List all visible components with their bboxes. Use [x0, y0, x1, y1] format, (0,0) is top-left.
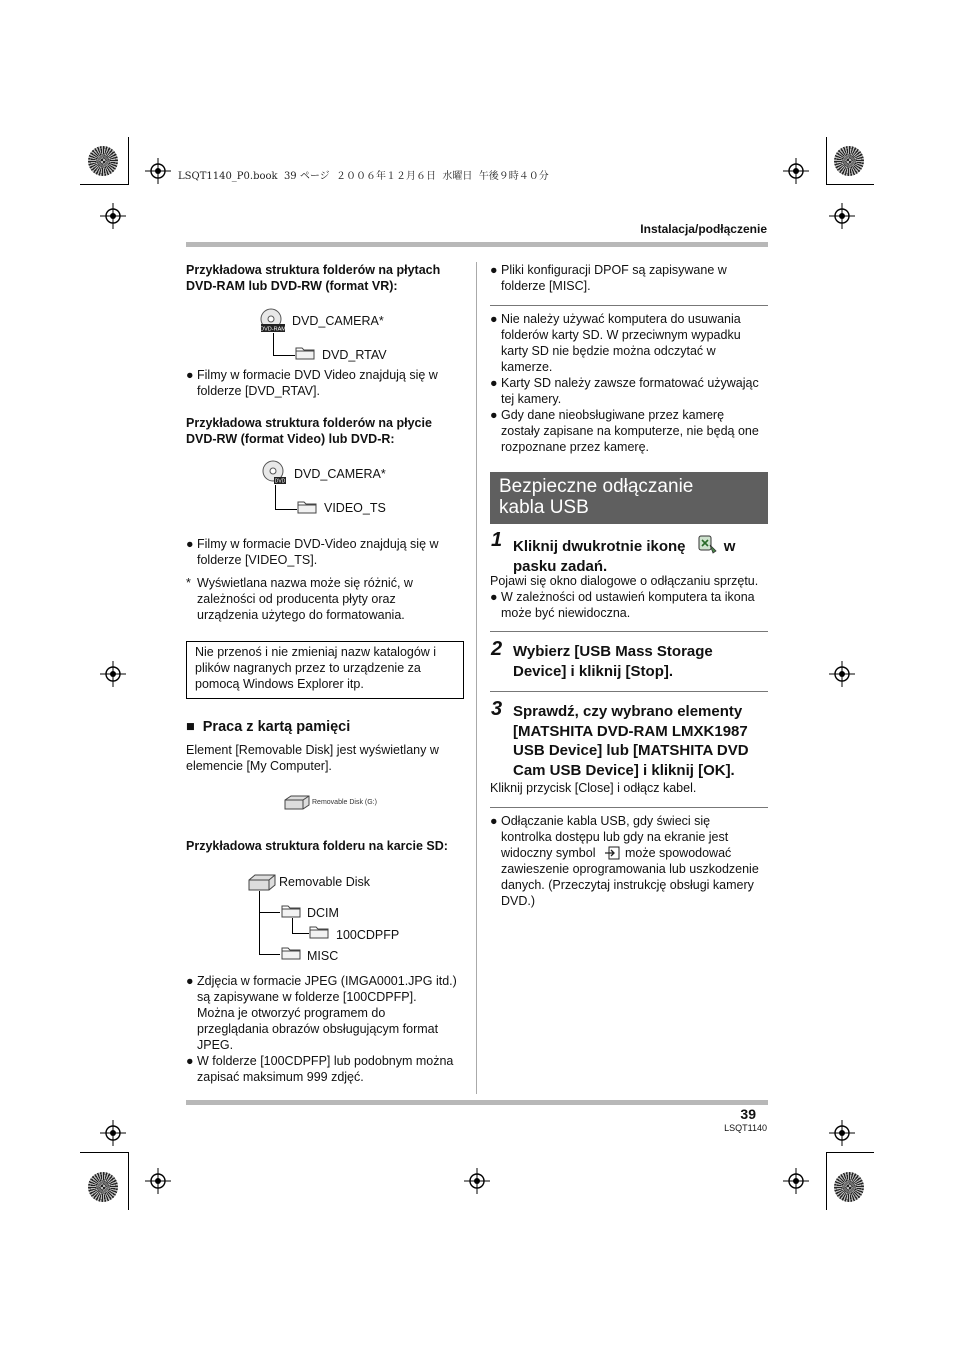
tree3-sub-label: 100CDPFP [336, 928, 400, 942]
column-divider [476, 262, 477, 1094]
tree2-root-label: DVD_CAMERA* [294, 467, 386, 481]
tree2-child-label: VIDEO_TS [324, 501, 386, 515]
bullet-video-ts: ● Filmy w formacie DVD-Video znajdują się w folderze [VIDEO_TS]. [186, 537, 439, 567]
heading-sd-structure: Przykładowa struktura folderu na karcie SD: [186, 839, 448, 853]
folder-icon [295, 345, 315, 360]
sub-heading-memory-card: ■ Praca z kartą pamięci [186, 719, 351, 735]
bullet-jpeg: ● Zdjęcia w formacie JPEG (IMGA0001.JPG itd.) są zapisywane w folderze [100CDPFP]. Można je otworzyć programem do przeglądania obrazów obsługującym format JPEG. ● W folderze [100CDPFP] lub podobnym można zapisać maksimum 999 zdjęć. [186, 974, 457, 1084]
registration-mark-icon [145, 1168, 171, 1194]
registration-mark-icon [464, 1168, 490, 1194]
registration-mark-icon [829, 203, 855, 229]
divider [490, 691, 768, 692]
folder-icon [309, 924, 329, 939]
tree3-misc-label: MISC [307, 949, 339, 963]
registration-mark-icon [783, 158, 809, 184]
folder-icon [297, 499, 317, 514]
warning-box: Nie przenoś i nie zmieniaj nazw katalogów i plików nagranych przez to urządzenie za pomocą Windows Explorer itp. [186, 641, 464, 699]
bullet-dpof: ● Pliki konfiguracji DPOF są zapisywane w folderze [MISC]. [490, 263, 727, 293]
step-2-number: 2 [491, 638, 503, 660]
heading-dvd-ram: Przykładowa struktura folderów na płytach DVD-RAM lub DVD-RW (format VR): [186, 263, 441, 293]
removable-drive-icon [247, 874, 277, 892]
step-1-text: Kliknij dwukrotnie ikonę w pasku zadań. [513, 533, 773, 576]
bottom-rule [186, 1100, 768, 1105]
svg-text:DVD-RAM: DVD-RAM [260, 326, 286, 333]
page-number: 39 [740, 1106, 756, 1122]
removable-disk-paragraph: Element [Removable Disk] jest wyświetlany w elemencie [My Computer]. [186, 743, 439, 773]
svg-text:DVD: DVD [274, 478, 286, 485]
registration-mark-icon [100, 203, 126, 229]
step-3-text: Sprawdź, czy wybrano elementy [MATSHITA DVD-RAM LMXK1987 USB Device] lub [MATSHITA DVD Cam USB Device] i kliknij [OK]. [513, 703, 749, 779]
registration-mark-icon [100, 661, 126, 687]
step-3-description: Kliknij przycisk [Close] i odłącz kabel. [490, 781, 697, 795]
sd-card-notes: ● Nie należy używać komputera do usuwania folderów karty SD. W przeciwnym wypadku karty SD nie będzie można odczytać w kamerze. ● Karty SD należy zawsze formatować używając tej kamery. ● Gdy dane nieobsługiwane przez kamerę zostały zapisane na komputerze, nie będą one rozpoznane przez kamerę. [490, 312, 759, 454]
divider [490, 807, 768, 808]
step-1-description: Pojawi się okno dialogowe o odłączaniu sprzętu. ● W zależności od ustawień komputera ta ikona może być niewidoczna. [490, 574, 759, 620]
access-symbol-icon [604, 846, 622, 860]
step-1-number: 1 [491, 529, 503, 551]
section-header: Instalacja/podłączenie [640, 222, 767, 236]
removable-drive-icon [283, 795, 311, 811]
registration-mark-icon [829, 1120, 855, 1146]
divider [490, 305, 768, 306]
tree1-root-label: DVD_CAMERA* [292, 314, 384, 328]
dvd-ram-disc-icon [259, 308, 287, 334]
starburst-mark-icon [834, 1172, 864, 1202]
folder-icon [281, 945, 301, 960]
registration-mark-icon [829, 661, 855, 687]
step-3-number: 3 [491, 698, 503, 720]
section-banner: Bezpieczne odłączanie kabla USB [490, 472, 768, 524]
bullet-dvd-rtav: ● Filmy w formacie DVD Video znajdują się w folderze [DVD_RTAV]. [186, 368, 438, 398]
starburst-mark-icon [88, 1172, 118, 1202]
starburst-mark-icon [88, 146, 118, 176]
top-rule [186, 242, 768, 247]
heading-dvd-rw: Przykładowa struktura folderów na płycie DVD-RW (format Video) lub DVD-R: [186, 416, 432, 446]
folder-icon [281, 903, 301, 918]
safely-remove-hardware-icon [696, 533, 718, 555]
footnote: * Wyświetlana nazwa może się różnić, w zależności od producenta płyty oraz urządzenia użytego do formatowania. [186, 576, 413, 622]
tree1-child-label: DVD_RTAV [322, 348, 387, 362]
usb-warning-bullet: ● Odłączanie kabla USB, gdy świeci się kontrolka dostępu lub gdy na ekranie jest widoczny symbol może spowodować zawieszenie oprogramowania lub uszkodzenie danych. (Przeczytaj instrukcję obsługi kamery DVD.) [490, 814, 759, 908]
document-code: LSQT1140 [724, 1123, 767, 1133]
starburst-mark-icon [834, 146, 864, 176]
tree3-root-label: Removable Disk [279, 875, 371, 889]
step-2-text: Wybierz [USB Mass Storage Device] i kliknij [Stop]. [513, 643, 713, 680]
dvd-disc-icon [261, 460, 289, 486]
removable-drive-small-label: Removable Disk (G:) [312, 799, 377, 806]
registration-mark-icon [100, 1120, 126, 1146]
registration-mark-icon [145, 158, 171, 184]
registration-mark-icon [783, 1168, 809, 1194]
tree3-dcim-label: DCIM [307, 906, 339, 920]
divider [490, 631, 768, 632]
print-header: LSQT1140_P0.book 39 ページ ２００６年１２月６日 水曜日 午後９時４０分 [178, 171, 549, 182]
